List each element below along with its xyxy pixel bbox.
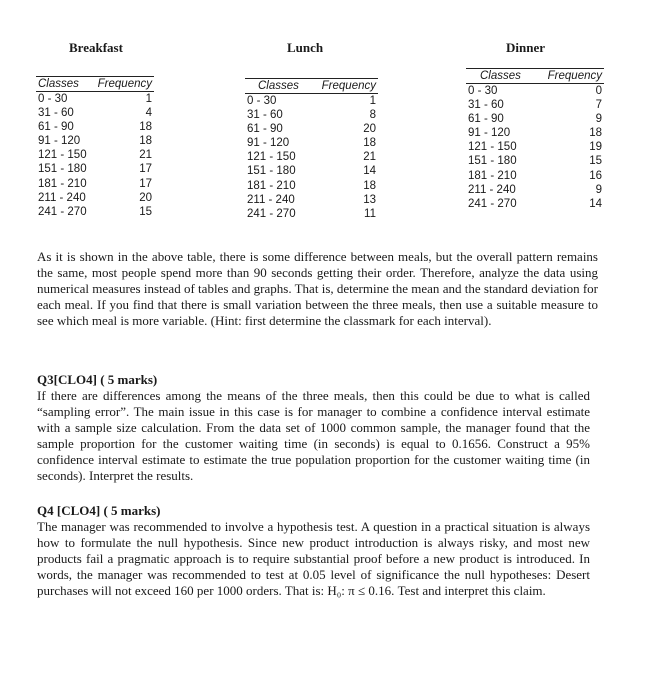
- frequency-value: 19: [589, 141, 602, 154]
- class-interval: 61 - 90: [247, 123, 283, 136]
- col-classes: Classes: [38, 78, 79, 90]
- col-classes: Classes: [258, 80, 299, 92]
- class-interval: 31 - 60: [38, 107, 74, 120]
- frequency-value: 17: [139, 177, 152, 190]
- q3-body: [37, 388, 590, 484]
- table-row: [36, 191, 154, 205]
- table-row: [36, 177, 154, 191]
- col-classes: Classes: [480, 70, 521, 82]
- table-row: [466, 197, 604, 211]
- table-row: [36, 106, 154, 120]
- frequency-value: 0: [595, 85, 602, 97]
- table-row: [36, 120, 154, 134]
- class-interval: 151 - 180: [468, 155, 517, 168]
- q3-text: If there are differences among the means of the three meals, then this could be due to what is called “sampling error”. The main issue in this case is for manager to combine a confidence interval estimate with a sample size calculation. From the data set of 1000 common sample, the manager found that the sample proportion for the customer waiting time (in seconds) is equal to 0.1656. Construct a 95% confidence interval estimate to estimate the true population proportion for the customer waiting time (in seconds). Interpret the results.: [37, 388, 590, 483]
- table-row: [36, 148, 154, 162]
- intro-text: As it is shown in the above table, there is some difference between meals, but the overall pattern remains the same, most people spend more than 90 seconds getting their order. Therefore, analyze the data using numerical measures instead of tables and graphs. That is, determine the mean and the standard deviation for each meal. If you find that there is small variation between the three meals, then use a suitable measure to see which meal is more variable. (Hint: first determine the classmark for each interval).: [37, 249, 598, 328]
- intro-paragraph: [37, 249, 598, 329]
- class-interval: 31 - 60: [247, 109, 283, 122]
- q4-body: [37, 519, 590, 599]
- class-interval: 151 - 180: [247, 165, 296, 178]
- table-row: [245, 108, 378, 122]
- class-interval: 0 - 30: [38, 93, 68, 105]
- class-interval: 211 - 240: [247, 193, 295, 206]
- breakfast-table: [36, 76, 154, 219]
- frequency-value: 21: [139, 149, 152, 162]
- class-interval: 121 - 150: [247, 151, 296, 164]
- class-interval: 241 - 270: [468, 197, 517, 210]
- class-interval: 61 - 90: [38, 121, 74, 134]
- table-row: [466, 112, 604, 126]
- class-interval: 241 - 270: [247, 207, 296, 220]
- table-row: [245, 94, 378, 108]
- class-interval: 121 - 150: [468, 141, 517, 154]
- table-row: [466, 183, 604, 197]
- table-row: [245, 193, 378, 207]
- class-interval: 121 - 150: [38, 149, 87, 162]
- frequency-value: 7: [595, 99, 602, 112]
- frequency-value: 14: [363, 165, 376, 178]
- class-interval: 91 - 120: [247, 137, 290, 150]
- table-row: [245, 150, 378, 164]
- class-interval: 151 - 180: [38, 163, 87, 176]
- class-interval: 211 - 240: [468, 183, 516, 196]
- class-interval: 91 - 120: [38, 135, 81, 148]
- table-row: [36, 134, 154, 148]
- class-interval: 0 - 30: [247, 95, 277, 107]
- frequency-value: 18: [589, 127, 602, 140]
- q3-heading: Q3[CLO4] ( 5 marks): [37, 372, 158, 387]
- class-interval: 211 - 240: [38, 191, 86, 204]
- class-interval: 241 - 270: [38, 205, 87, 218]
- dinner-table: [466, 68, 604, 211]
- class-interval: 91 - 120: [468, 127, 511, 140]
- table-row: [36, 205, 154, 219]
- frequency-value: 18: [139, 135, 152, 148]
- class-interval: 181 - 210: [247, 179, 296, 192]
- table-row: [36, 92, 154, 106]
- frequency-value: 18: [363, 137, 376, 150]
- q4-heading: Q4 [CLO4] ( 5 marks): [37, 503, 161, 518]
- col-frequency: Frequency: [321, 80, 376, 92]
- q4-text: The manager was recommended to involve a hypothesis test. A question in a practical situation is always how to formulate the null hypothesis. Since new product introduction is always risky, and most new products fail a pragmatic approach is to require substantial proof before a new product is introduced. In words, the manager was recommended to test at 0.05 level of significance the null hypotheses: Desert purchases will not exceed 160 per 1000 orders. That is: H₀: π ≤ 0.16. Test and interpret this claim.: [37, 519, 590, 598]
- col-frequency: Frequency: [97, 78, 152, 90]
- frequency-value: 11: [364, 207, 376, 220]
- table-row: [466, 84, 604, 98]
- table-row: [466, 140, 604, 154]
- table-row: [245, 164, 378, 178]
- table-row: [466, 169, 604, 183]
- frequency-value: 18: [363, 179, 376, 192]
- table-row: [36, 162, 154, 176]
- dinner-table-header: [466, 68, 604, 84]
- frequency-value: 15: [589, 155, 602, 168]
- class-interval: 31 - 60: [468, 99, 504, 112]
- table-row: [245, 136, 378, 150]
- frequency-value: 4: [145, 107, 152, 120]
- frequency-value: 15: [139, 205, 152, 218]
- lunch-table-header: [245, 78, 378, 94]
- lunch-table: [245, 78, 378, 221]
- frequency-value: 14: [589, 197, 602, 210]
- frequency-value: 9: [595, 183, 602, 196]
- table-row: [466, 126, 604, 140]
- lunch-title: Lunch: [287, 40, 324, 55]
- table-row: [245, 122, 378, 136]
- class-interval: 181 - 210: [468, 169, 517, 182]
- col-frequency: Frequency: [547, 70, 602, 82]
- frequency-value: 18: [139, 121, 152, 134]
- frequency-value: 13: [363, 193, 376, 206]
- frequency-value: 1: [145, 93, 152, 105]
- frequency-value: 17: [139, 163, 152, 176]
- table-row: [245, 207, 378, 221]
- table-row: [466, 154, 604, 168]
- frequency-value: 8: [369, 109, 376, 122]
- class-interval: 0 - 30: [468, 85, 498, 97]
- dinner-title: Dinner: [506, 40, 545, 55]
- frequency-value: 21: [363, 151, 376, 164]
- class-interval: 61 - 90: [468, 113, 504, 126]
- frequency-value: 20: [363, 123, 376, 136]
- frequency-value: 9: [595, 113, 602, 126]
- frequency-value: 1: [369, 95, 376, 107]
- table-row: [245, 179, 378, 193]
- breakfast-title: Breakfast: [69, 40, 123, 55]
- frequency-value: 20: [139, 191, 152, 204]
- frequency-value: 16: [589, 169, 602, 182]
- table-row: [466, 98, 604, 112]
- breakfast-table-header: [36, 76, 154, 92]
- class-interval: 181 - 210: [38, 177, 87, 190]
